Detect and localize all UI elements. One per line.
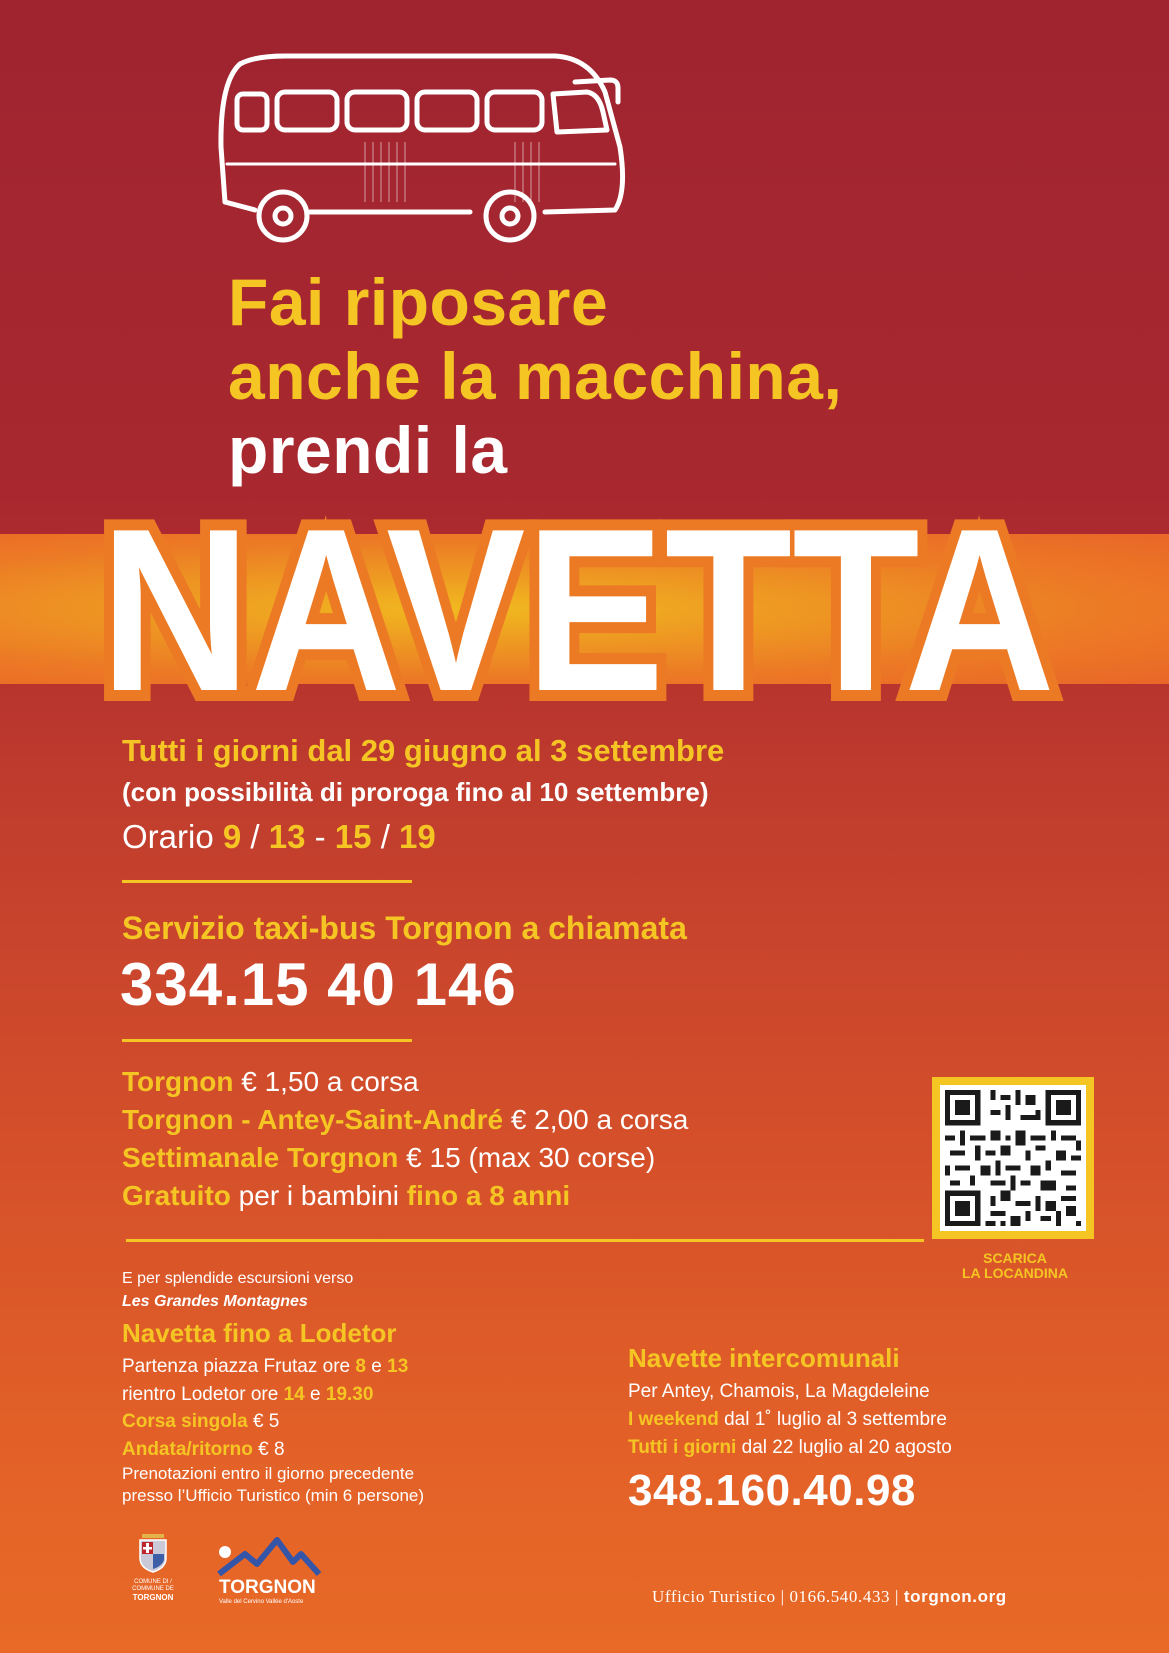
divider-2 <box>122 1039 412 1042</box>
footer <box>652 1587 1007 1607</box>
lodetor-departure: Partenza piazza Frutaz ore 8 e 13 <box>122 1356 409 1377</box>
lodetor-return: rientro Lodetor ore 14 e 19.30 <box>122 1383 374 1405</box>
price-label: Settimanale Torgnon <box>122 1142 399 1173</box>
taxi-title: Servizio taxi-bus Torgnon a chiamata <box>122 910 687 946</box>
lodetor-title: Navetta fino a Lodetor <box>122 1318 397 1348</box>
footer-separator: | <box>780 1587 785 1606</box>
headline <box>228 265 842 487</box>
footer-phone[interactable]: 0166.540.433 <box>789 1587 891 1606</box>
taxi-phone[interactable]: 334.15 40 146 <box>120 951 517 1018</box>
footer-separator: | <box>895 1587 900 1606</box>
lodetor-booking: Prenotazioni entro il giorno precedente presso l’Ufficio Turistico (min 6 persone) <box>122 1464 425 1505</box>
hour-1: 9 <box>222 818 242 855</box>
schedule-hours: Orario 9 / 13 - 15 / 19 <box>122 818 436 855</box>
intercomunali-phone[interactable]: 348.160.40.98 <box>628 1466 916 1515</box>
mountain-logo-icon <box>215 1532 325 1576</box>
lodetor-single-price: Corsa singola € 5 <box>122 1411 280 1432</box>
navetta-title <box>0 470 1169 730</box>
qr-label-line-1: SCARICA <box>983 1250 1047 1266</box>
intercomunali-towns: Per Antey, Chamois, La Magdeleine <box>628 1381 930 1402</box>
price-label: Torgnon <box>122 1066 234 1097</box>
schedule-extension: (con possibilità di proroga fino al 10 settembre) <box>122 777 709 807</box>
torgnon-logo: TORGNON Valle del Cervino Vallée d'Aoste <box>215 1532 325 1605</box>
price-value: € 15 (max 30 corse) <box>406 1142 656 1173</box>
intercomunali-details <box>628 1378 952 1462</box>
price-row <box>122 1177 688 1215</box>
excursion-intro <box>122 1267 353 1313</box>
price-value: € 2,00 a corsa <box>510 1104 689 1135</box>
price-label: Torgnon - Antey-Saint-André <box>122 1104 504 1135</box>
divider-3 <box>126 1239 924 1242</box>
bus-icon <box>215 52 655 252</box>
navetta-word: NAVETTA <box>100 481 1055 730</box>
qr-label-line-2: LA LOCANDINA <box>961 1265 1069 1281</box>
comune-crest-logo: COMUNE DI / COMMUNE DE TORGNON <box>118 1530 188 1602</box>
hour-3: 15 <box>334 818 372 855</box>
footer-office: Ufficio Turistico <box>652 1587 776 1606</box>
schedule-dates: Tutti i giorni dal 29 giugno al 3 settembre <box>122 733 725 768</box>
intercomunali-daily: Tutti i giorni dal 22 luglio al 20 agosto <box>628 1437 952 1458</box>
lodetor-round-price: Andata/ritorno € 8 <box>122 1438 285 1460</box>
price-value: fino a 8 anni <box>406 1180 571 1211</box>
price-label: Gratuito <box>122 1180 231 1211</box>
footer-website[interactable]: torgnon.org <box>903 1587 1007 1606</box>
crest-icon <box>136 1530 170 1574</box>
price-value: € 1,50 a corsa <box>241 1066 419 1097</box>
price-row <box>122 1101 688 1139</box>
qr-label <box>935 1251 1095 1281</box>
intercomunali-title: Navette intercomunali <box>628 1343 900 1373</box>
excursion-intro-text: E per splendide escursioni verso <box>122 1270 354 1287</box>
excursion-destination: Les Grandes Montagnes <box>122 1293 308 1310</box>
hour-2: 13 <box>268 818 306 855</box>
hours-label: Orario <box>122 818 214 855</box>
price-row <box>122 1139 688 1177</box>
intercomunali-weekend: I weekend dal 1˚ luglio al 3 settembre <box>628 1409 947 1430</box>
price-row <box>122 1063 688 1101</box>
headline-line-3: prendi la <box>228 413 508 487</box>
price-list <box>122 1063 688 1215</box>
headline-line-1: Fai riposare <box>228 265 609 339</box>
qr-code[interactable] <box>932 1077 1094 1239</box>
qr-code-icon <box>940 1085 1086 1231</box>
headline-line-2: anche la macchina, <box>228 339 843 413</box>
price-middle: per i bambini <box>238 1180 399 1211</box>
hour-4: 19 <box>399 818 436 855</box>
lodetor-details <box>122 1353 424 1507</box>
divider-1 <box>122 880 412 883</box>
